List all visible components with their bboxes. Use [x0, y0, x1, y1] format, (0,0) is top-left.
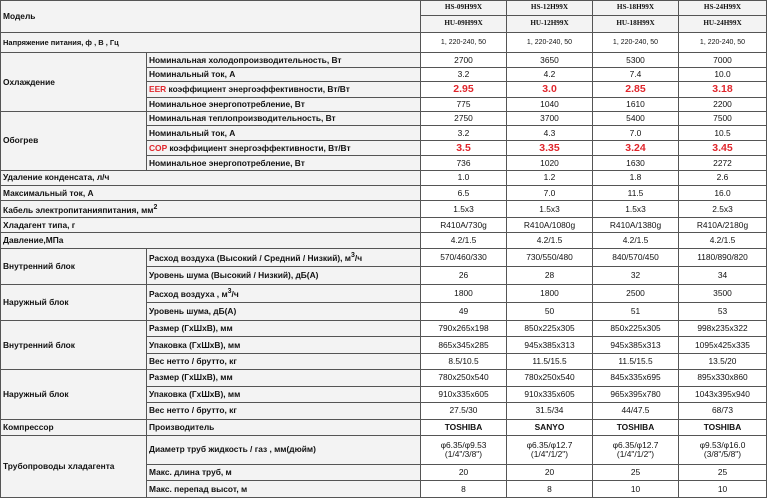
value-cell: 998x235x322 [679, 320, 767, 336]
outdoor-unit-group-label: Наружный блок [1, 284, 147, 320]
value-cell: 11.5/15.5 [507, 353, 593, 369]
param-label: Уровень шума (Высокий / Низкий), дБ(А) [147, 267, 421, 284]
param-label: Упаковка (ГxШxВ), мм [147, 386, 421, 402]
heating-group-label: Обогрев [1, 112, 147, 171]
value-cell: 945x385x313 [507, 337, 593, 353]
value-cell: 27.5/30 [421, 403, 507, 419]
value-cell: 7500 [679, 112, 767, 126]
value-cell: 570/460/330 [421, 248, 507, 267]
value-cell: 965x395x780 [593, 386, 679, 402]
value-cell: 850x225x305 [507, 320, 593, 336]
model-label: Модель [1, 1, 421, 33]
refrigerant-row [1, 217, 767, 232]
condensate-row [1, 170, 767, 185]
outdoor-model-4: HU-24H99X [679, 16, 767, 32]
compressor-row [1, 419, 767, 435]
value-cell: 1.8 [593, 170, 679, 185]
outdoor-model-3: HU-18H99X [593, 16, 679, 32]
value-cell: 53 [679, 303, 767, 320]
param-label: Производитель [147, 419, 421, 435]
pressure-row [1, 233, 767, 248]
value-cell: SANYO [507, 419, 593, 435]
param-label: Номинальное энергопотребление, Вт [147, 156, 421, 170]
param-label: Расход воздуха , $м^3/ч$ [147, 284, 421, 303]
value-cell: 5300 [593, 53, 679, 67]
value-cell: 2750 [421, 112, 507, 126]
cop-prefix: COP [149, 142, 167, 153]
value-cell: 910x335x605 [421, 386, 507, 402]
indoor-model-2: HS-12H99X [507, 1, 593, 16]
value-cell: 845x335x695 [593, 370, 679, 386]
cop-value: 3.24 [593, 140, 679, 155]
indoor-size-row [1, 320, 767, 336]
param-label: Упаковка (ГxШxВ), мм [147, 337, 421, 353]
value-cell: 34 [679, 267, 767, 284]
value-cell: 5400 [593, 112, 679, 126]
value-cell: 8 [507, 481, 593, 498]
value-cell: 1020 [507, 156, 593, 170]
param-label: Макс. длина труб, м [147, 464, 421, 480]
value-cell: TOSHIBA [679, 419, 767, 435]
outdoor-model-1: HU-09H99X [421, 16, 507, 32]
param-label: Номинальный ток, А [147, 67, 421, 81]
value-cell: 7.0 [593, 126, 679, 140]
value-cell: 1180/890/820 [679, 248, 767, 267]
value-cell: 4.2/1.5 [593, 233, 679, 248]
value-cell: 1.5x3 [507, 201, 593, 217]
value-cell: 16.0 [679, 186, 767, 201]
value-cell: 7000 [679, 53, 767, 67]
value-cell: TOSHIBA [593, 419, 679, 435]
value-cell: 10 [593, 481, 679, 498]
value-cell: φ6.35/φ9.53 (1/4"/3/8") [421, 435, 507, 464]
value-cell: 1800 [421, 284, 507, 303]
eer-value: 2.95 [421, 82, 507, 97]
indoor-model-1: HS-09H99X [421, 1, 507, 16]
cable-row [1, 201, 767, 217]
value-cell: 4.3 [507, 126, 593, 140]
param-label: Номинальная теплопроизводительность, Вт [147, 112, 421, 126]
indoor-model-4: HS-24H99X [679, 1, 767, 16]
value-cell: TOSHIBA [421, 419, 507, 435]
value-cell: 26 [421, 267, 507, 284]
eer-value: 3.18 [679, 82, 767, 97]
value-cell: 10.5 [679, 126, 767, 140]
voltage-value: 1, 220-240, 50 [507, 32, 593, 53]
voltage-row [1, 32, 767, 53]
param-label: Номинальная холодопроизводительность, Вт [147, 53, 421, 67]
compressor-group-label: Компрессор [1, 419, 147, 435]
param-label: Диаметр труб жидкость / газ , мм(дюйм) [147, 435, 421, 464]
cop-value: 3.5 [421, 140, 507, 155]
value-cell: 44/47.5 [593, 403, 679, 419]
value-cell: 1630 [593, 156, 679, 170]
value-cell: 1800 [507, 284, 593, 303]
value-cell: 790x265x198 [421, 320, 507, 336]
value-cell: 780x250x540 [507, 370, 593, 386]
param-label: Размер (ГxШxВ), мм [147, 320, 421, 336]
param-label: Расход воздуха (Высокий / Средний / Низкий), $м^3/ч$ [147, 248, 421, 267]
param-label: Макс. перепад высот, м [147, 481, 421, 498]
value-cell: 775 [421, 97, 507, 111]
value-cell: 1.5x3 [593, 201, 679, 217]
value-cell: φ9.53/φ16.0 (3/8"/5/8") [679, 435, 767, 464]
value-cell: 1.2 [507, 170, 593, 185]
indoor-model-3: HS-18H99X [593, 1, 679, 16]
value-cell: 8.5/10.5 [421, 353, 507, 369]
eer-value: 3.0 [507, 82, 593, 97]
eer-prefix: EER [149, 84, 167, 95]
indoor-dims-group-label: Внутренний блок [1, 320, 147, 369]
value-cell: 1040 [507, 97, 593, 111]
value-cell: 865x345x285 [421, 337, 507, 353]
param-label: EER коэффициент энергоэффективности, Вт/Вт [147, 82, 421, 97]
value-cell: φ6.35/φ12.7 (1/4"/1/2") [593, 435, 679, 464]
refrigerant-label: Хладагент типа, г [1, 217, 421, 232]
eer-value: 2.85 [593, 82, 679, 97]
outdoor-size-row [1, 370, 767, 386]
value-cell: 31.5/34 [507, 403, 593, 419]
value-cell: 3.2 [421, 126, 507, 140]
value-cell: 20 [421, 464, 507, 480]
heating-capacity-row [1, 112, 767, 126]
voltage-value: 1, 220-240, 50 [593, 32, 679, 53]
value-cell: 2.6 [679, 170, 767, 185]
indoor-airflow-row [1, 248, 767, 267]
value-cell: 10 [679, 481, 767, 498]
value-cell: 1610 [593, 97, 679, 111]
voltage-label: Напряжение питания, ф , В , Гц [1, 32, 421, 53]
value-cell: R410A/2180g [679, 217, 767, 232]
max-current-row [1, 186, 767, 201]
value-cell: 736 [421, 156, 507, 170]
cooling-capacity-row [1, 53, 767, 67]
value-cell: 32 [593, 267, 679, 284]
value-cell: 49 [421, 303, 507, 320]
pipe-diameter-row [1, 435, 767, 464]
voltage-value: 1, 220-240, 50 [679, 32, 767, 53]
cable-label: Кабель электропитанияпитания, $мм^2$ [1, 201, 421, 217]
value-cell: 2200 [679, 97, 767, 111]
value-cell: 11.5 [593, 186, 679, 201]
value-cell: 1043x395x940 [679, 386, 767, 402]
outdoor-airflow-row [1, 284, 767, 303]
value-cell: R410A/1380g [593, 217, 679, 232]
value-cell: 10.0 [679, 67, 767, 81]
value-cell: 7.4 [593, 67, 679, 81]
value-cell: 4.2/1.5 [507, 233, 593, 248]
value-cell: 6.5 [421, 186, 507, 201]
value-cell: 7.0 [507, 186, 593, 201]
param-label: Номинальный ток, А [147, 126, 421, 140]
pressure-label: Давление,МПа [1, 233, 421, 248]
value-cell: 3700 [507, 112, 593, 126]
param-label: Вес нетто / брутто, кг [147, 353, 421, 369]
value-cell: 51 [593, 303, 679, 320]
value-cell: 11.5/15.5 [593, 353, 679, 369]
value-cell: 945x385x313 [593, 337, 679, 353]
value-cell: 28 [507, 267, 593, 284]
value-cell: φ6.35/φ12.7 (1/4"/1/2") [507, 435, 593, 464]
value-cell: 2272 [679, 156, 767, 170]
value-cell: 1095x425x335 [679, 337, 767, 353]
param-label: Размер (ГxШxВ), мм [147, 370, 421, 386]
param-label: Уровень шума, дБ(А) [147, 303, 421, 320]
value-cell: 910x335x605 [507, 386, 593, 402]
value-cell: 730/550/480 [507, 248, 593, 267]
cop-value: 3.45 [679, 140, 767, 155]
value-cell: R410A/730g [421, 217, 507, 232]
value-cell: 25 [679, 464, 767, 480]
value-cell: 68/73 [679, 403, 767, 419]
value-cell: 4.2/1.5 [421, 233, 507, 248]
voltage-value: 1, 220-240, 50 [421, 32, 507, 53]
value-cell: 850x225x305 [593, 320, 679, 336]
value-cell: 2500 [593, 284, 679, 303]
cooling-group-label: Охлаждение [1, 53, 147, 112]
value-cell: 20 [507, 464, 593, 480]
value-cell: 13.5/20 [679, 353, 767, 369]
value-cell: 895x330x860 [679, 370, 767, 386]
value-cell: 3650 [507, 53, 593, 67]
param-label: COP коэффициент энергоэффективности, Вт/Вт [147, 140, 421, 155]
value-cell: 840/570/450 [593, 248, 679, 267]
cop-value: 3.35 [507, 140, 593, 155]
value-cell: R410A/1080g [507, 217, 593, 232]
indoor-unit-group-label: Внутренний блок [1, 248, 147, 284]
value-cell: 1.5x3 [421, 201, 507, 217]
outdoor-dims-group-label: Наружный блок [1, 370, 147, 419]
value-cell: 25 [593, 464, 679, 480]
value-cell: 1.0 [421, 170, 507, 185]
piping-group-label: Трубопроводы хладагента [1, 435, 147, 497]
value-cell: 4.2/1.5 [679, 233, 767, 248]
condensate-label: Удаление конденсата, л/ч [1, 170, 421, 185]
value-cell: 4.2 [507, 67, 593, 81]
value-cell: 3500 [679, 284, 767, 303]
value-cell: 2700 [421, 53, 507, 67]
value-cell: 8 [421, 481, 507, 498]
outdoor-model-2: HU-12H99X [507, 16, 593, 32]
value-cell: 780x250x540 [421, 370, 507, 386]
value-cell: 50 [507, 303, 593, 320]
param-label: Вес нетто / брутто, кг [147, 403, 421, 419]
max-current-label: Максимальный ток, А [1, 186, 421, 201]
param-label: Номинальное энергопотребление, Вт [147, 97, 421, 111]
value-cell: 3.2 [421, 67, 507, 81]
value-cell: 2.5x3 [679, 201, 767, 217]
model-row-indoor [1, 1, 767, 16]
